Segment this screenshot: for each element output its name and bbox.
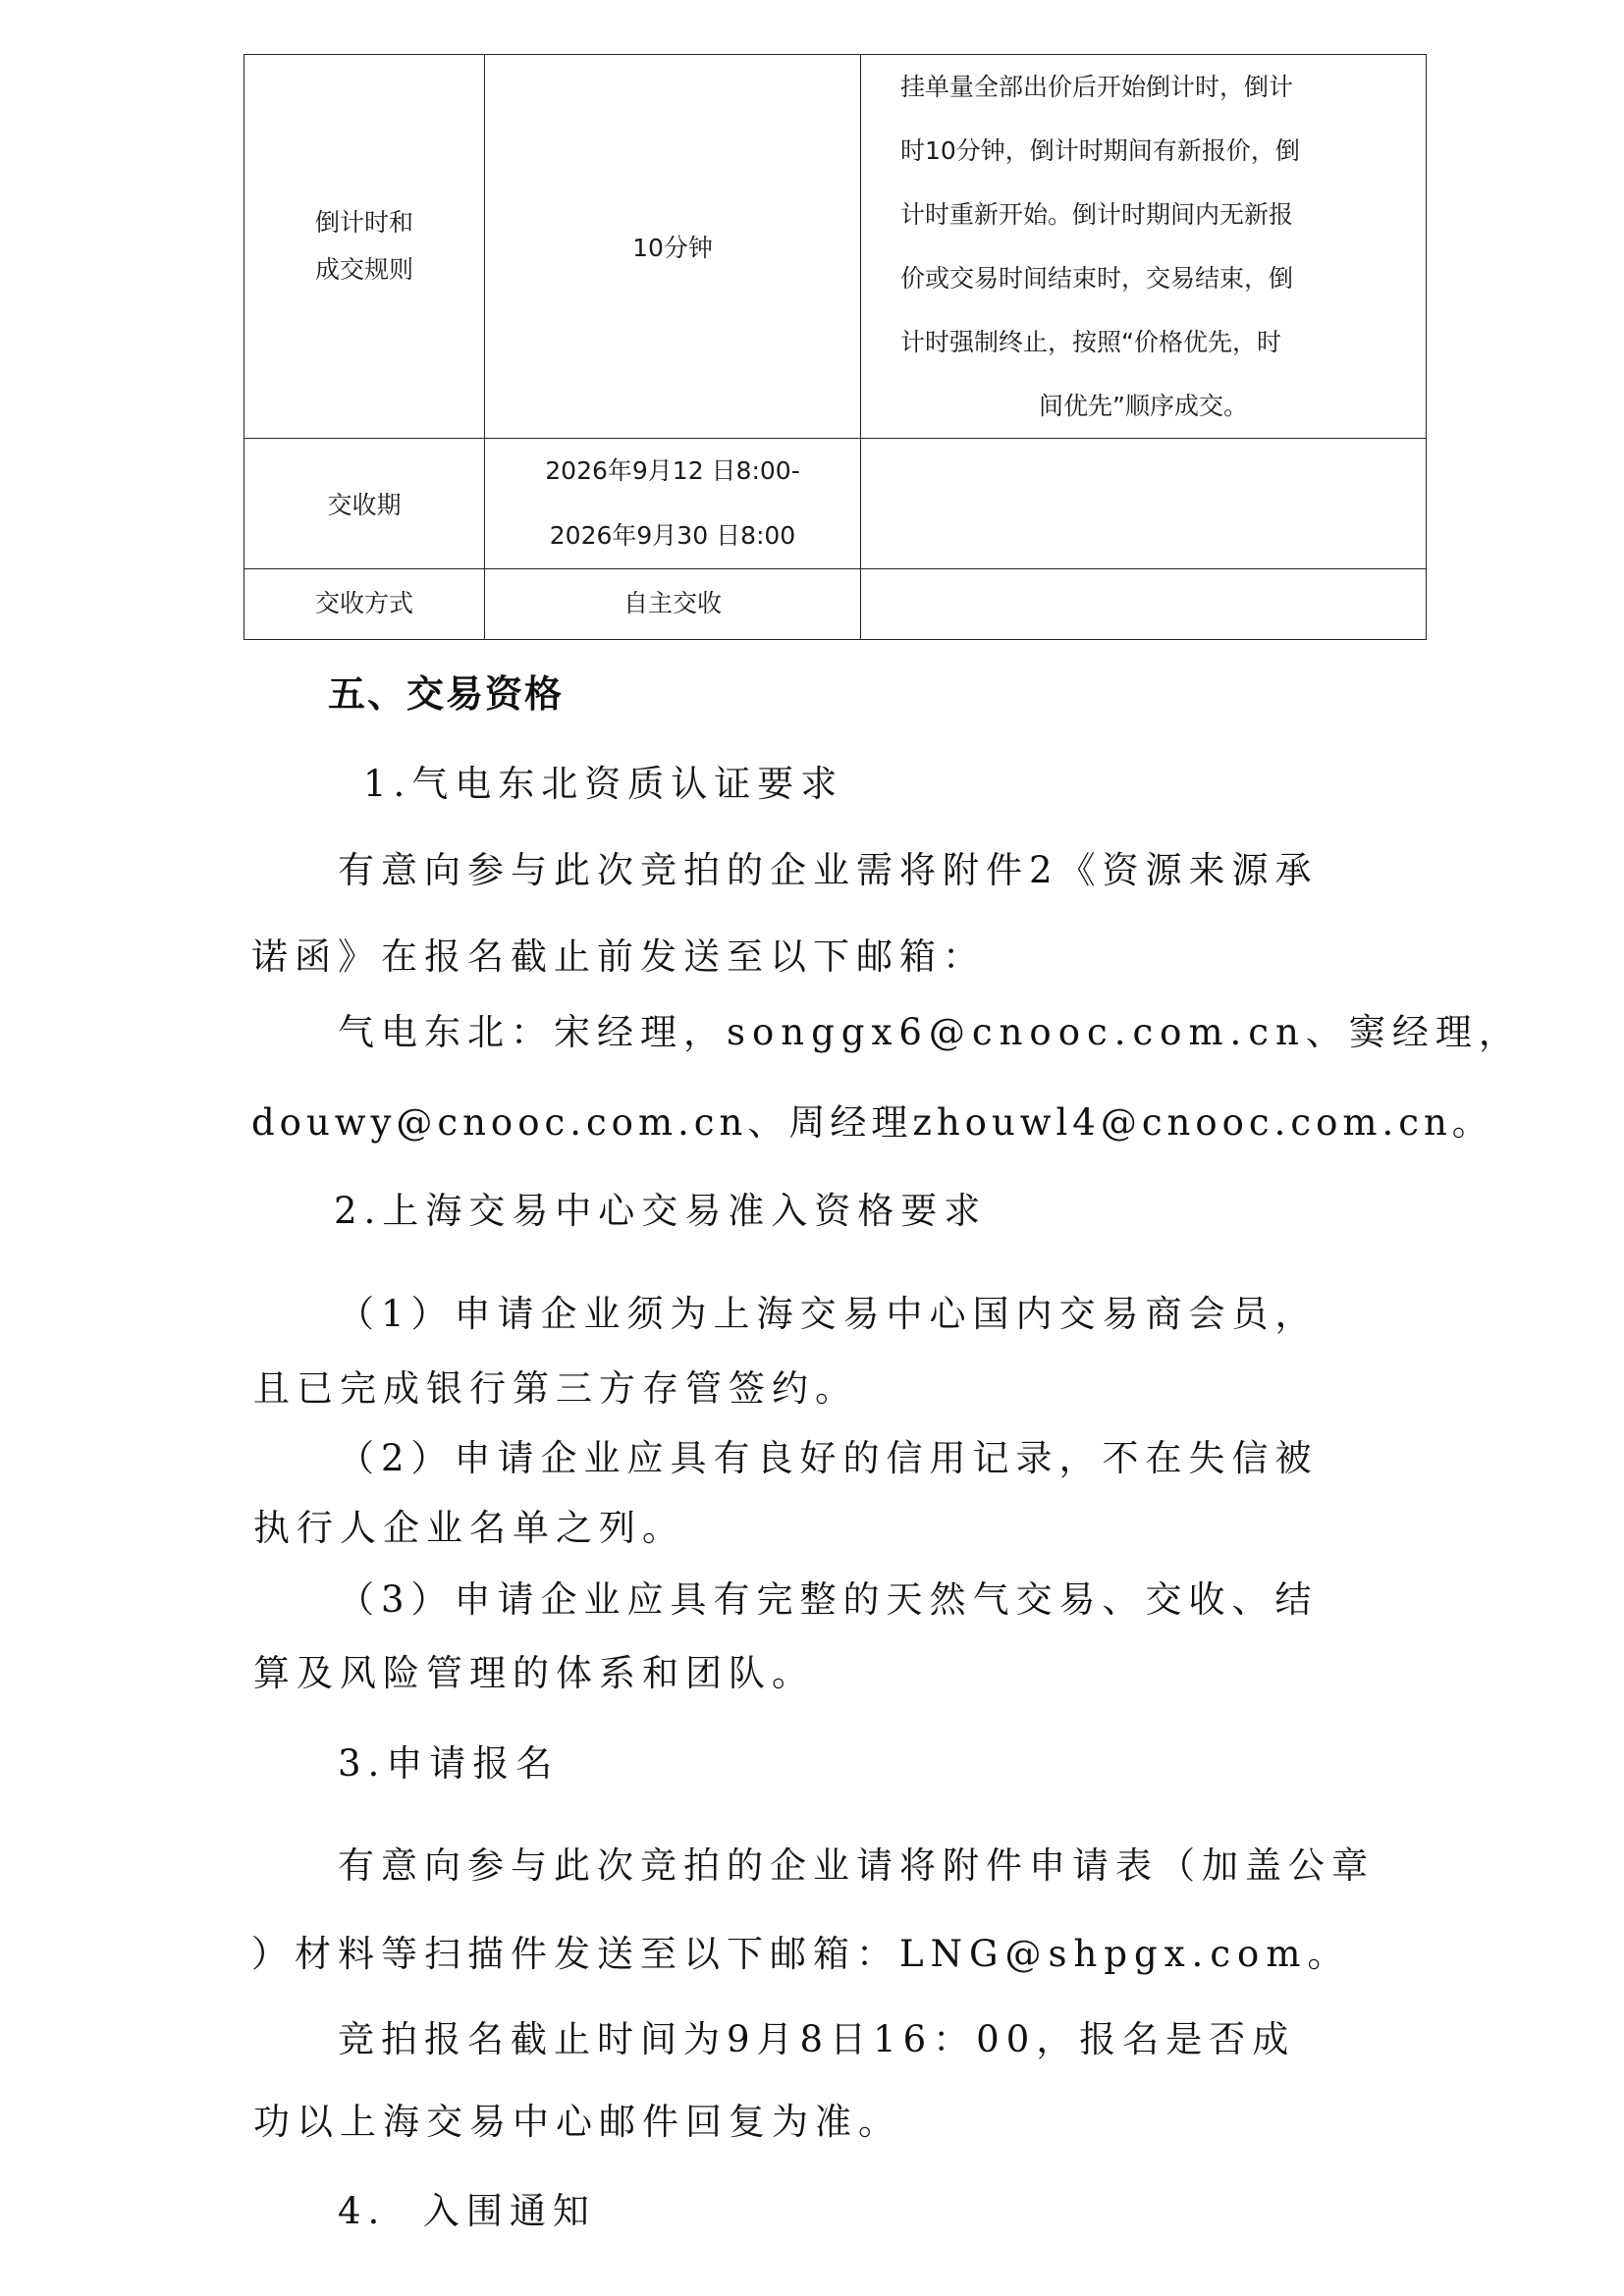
cell-text: 自主交收: [623, 588, 722, 617]
table-cell-value: [485, 55, 861, 439]
paragraph-line: 且已完成银行第三方存管签约。: [253, 1367, 858, 1410]
table-cell-value: [485, 569, 861, 640]
paragraph-line: 竞拍报名截止时间为9月8日16：00，报名是否成: [338, 2018, 1296, 2060]
section-heading: 五、交易资格: [328, 672, 565, 716]
cell-line: 时10分钟，倒计时期间有新报价，倒: [900, 136, 1300, 165]
paragraph-line: ）材料等扫描件发送至以下邮箱：LNG@shpgx.com。: [251, 1933, 1351, 1975]
cell-line: 倒计时和: [314, 208, 413, 237]
cell-line: 计时重新开始。倒计时期间内无新报: [900, 200, 1294, 229]
paragraph-line: （3）申请企业应具有完整的天然气交易、交收、结: [338, 1578, 1319, 1621]
paragraph-line: 气电东北：宋经理，songgx6@cnooc.com.cn、窦经理，: [338, 1011, 1522, 1053]
cell-line: 2026年9月12 日8:00-: [545, 456, 800, 485]
paragraph-line: 有意向参与此次竞拍的企业请将附件申请表（加盖公章: [338, 1844, 1375, 1887]
table-cell-value: [485, 439, 861, 569]
table-cell-desc: [861, 439, 1427, 569]
paragraph-line: 诺函》在报名截止前发送至以下邮箱：: [251, 935, 986, 978]
item-3-title: 3.申请报名: [338, 1742, 560, 1785]
paragraph-line: 有意向参与此次竞拍的企业需将附件2《资源来源承: [338, 849, 1319, 891]
table-row: [244, 569, 1427, 640]
paragraph-line: 执行人企业名单之列。: [253, 1507, 685, 1549]
paragraph-line: （2）申请企业应具有良好的信用记录，不在失信被: [338, 1437, 1319, 1479]
paragraph-line: 算及风险管理的体系和团队。: [253, 1652, 815, 1694]
table-row: [244, 439, 1427, 569]
table-cell-desc: [861, 569, 1427, 640]
rules-table: [244, 54, 1427, 640]
cell-text: 交收期: [327, 491, 402, 519]
paragraph-line: douwy@cnooc.com.cn、周经理zhouwl4@cnooc.com.cn。: [251, 1101, 1493, 1144]
paragraph-line: （1）申请企业须为上海交易中心国内交易商会员，: [338, 1293, 1319, 1335]
table-cell-desc: [861, 55, 1427, 439]
cell-line: 成交规则: [314, 255, 413, 284]
cell-text: 10分钟: [632, 234, 713, 262]
cell-line: 挂单量全部出价后开始倒计时，倒计: [900, 73, 1294, 101]
item-4-title: 4. 入围通知: [338, 2190, 596, 2232]
cell-line: 间优先”顺序成交。: [1039, 392, 1248, 420]
cell-line: 计时强制终止，按照“价格优先，时: [900, 328, 1281, 356]
cell-line: 价或交易时间结束时，交易结束，倒: [900, 264, 1294, 293]
table-cell-label: [244, 55, 485, 439]
paragraph-line: 功以上海交易中心邮件回复为准。: [253, 2101, 901, 2143]
item-1-title: 1.气电东北资质认证要求: [363, 763, 844, 805]
cell-text: 交收方式: [314, 588, 413, 617]
table-cell-label: [244, 569, 485, 640]
table-row: [244, 55, 1427, 439]
item-2-title: 2.上海交易中心交易准入资格要求: [334, 1190, 988, 1232]
table-cell-label: [244, 439, 485, 569]
cell-line: 2026年9月30 日8:00: [549, 521, 796, 550]
